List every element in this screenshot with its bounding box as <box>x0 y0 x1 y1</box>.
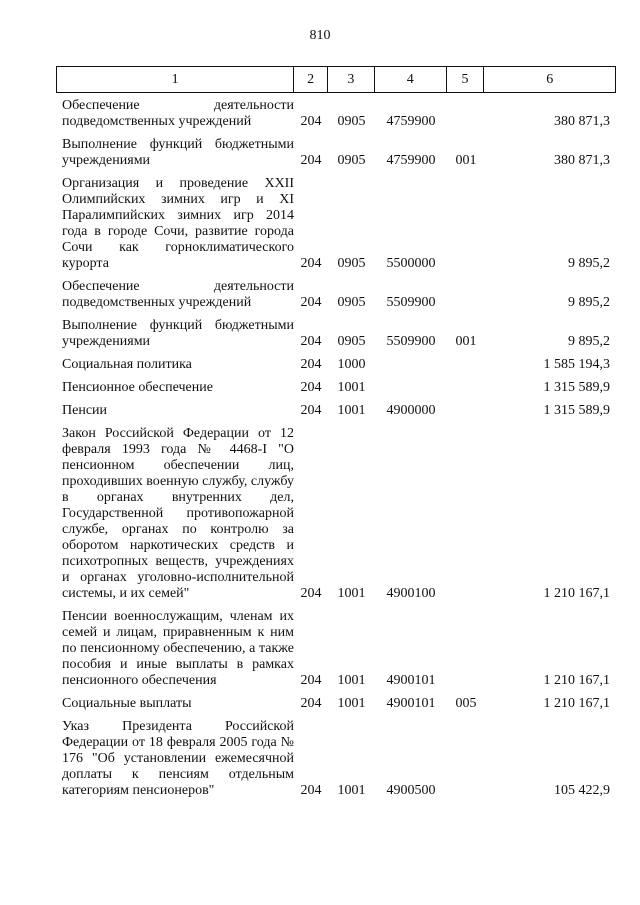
row-amount: 1 315 589,9 <box>543 380 610 395</box>
row-admin-code: 204 <box>300 357 322 372</box>
row-article-code: 4900000 <box>386 403 436 418</box>
row-amount: 1 315 589,9 <box>543 403 610 418</box>
header-col-1: 1 <box>57 67 294 92</box>
row-expense-type: 001 <box>455 153 477 168</box>
row-section-code: 0905 <box>337 295 366 310</box>
table-row <box>56 279 616 311</box>
row-article-code: 5509900 <box>386 295 436 310</box>
header-col-2: 2 <box>294 67 328 92</box>
row-article-code: 4759900 <box>386 153 436 168</box>
row-name: Пенсии <box>62 403 108 418</box>
header-col-5: 5 <box>447 67 485 92</box>
row-amount: 9 895,2 <box>568 295 610 310</box>
row-section-code: 0905 <box>337 334 366 349</box>
row-section-code: 1001 <box>337 696 366 711</box>
row-article-code: 4900100 <box>386 586 436 601</box>
table-row <box>56 719 616 799</box>
row-expense-type: 001 <box>455 334 477 349</box>
header-col-3: 3 <box>328 67 375 92</box>
table-row <box>56 98 616 130</box>
row-article-code: 5509900 <box>386 334 436 349</box>
row-section-code: 0905 <box>337 114 366 129</box>
row-admin-code: 204 <box>300 403 322 418</box>
row-section-code: 1000 <box>337 357 366 372</box>
row-section-code: 0905 <box>337 153 366 168</box>
table-row <box>56 137 616 169</box>
row-name: Социальные выплаты <box>62 696 192 711</box>
row-admin-code: 204 <box>300 334 322 349</box>
row-section-code: 0905 <box>337 256 366 271</box>
table-row <box>56 403 616 419</box>
row-name: Социальная политика <box>62 357 192 372</box>
row-admin-code: 204 <box>300 783 322 798</box>
row-amount: 105 422,9 <box>554 783 610 798</box>
row-amount: 1 210 167,1 <box>543 586 610 601</box>
row-expense-type: 005 <box>455 696 477 711</box>
table-row <box>56 696 616 712</box>
row-name: Пенсии военнослужащим, членам их семей и лицам, приравненным к ним по пенсионному обеспечению, а также пособия и иные выплаты в рамках пенсионного обеспечения <box>62 609 294 688</box>
row-article-code: 4900101 <box>386 673 436 688</box>
table-row <box>56 380 616 396</box>
row-name: Обеспечение деятельности подведомственных учреждений <box>62 98 294 129</box>
table-body <box>56 98 616 806</box>
row-admin-code: 204 <box>300 380 322 395</box>
table-row <box>56 426 616 602</box>
row-name: Пенсионное обеспечение <box>62 380 213 395</box>
header-col-6: 6 <box>546 71 554 87</box>
row-amount: 380 871,3 <box>554 114 610 129</box>
row-section-code: 1001 <box>337 673 366 688</box>
table-row <box>56 609 616 689</box>
row-amount: 1 210 167,1 <box>543 673 610 688</box>
row-section-code: 1001 <box>337 586 366 601</box>
row-section-code: 1001 <box>337 380 366 395</box>
header-col-4: 4 <box>375 67 447 92</box>
row-article-code: 4900500 <box>386 783 436 798</box>
row-admin-code: 204 <box>300 256 322 271</box>
row-name: Выполнение функций бюджетными учреждениями <box>62 137 294 168</box>
table-row <box>56 176 616 272</box>
row-admin-code: 204 <box>300 696 322 711</box>
row-amount: 9 895,2 <box>568 256 610 271</box>
row-admin-code: 204 <box>300 114 322 129</box>
row-name: Указ Президента Российской Федерации от 18 февраля 2005 года № 176 "Об установлении ежемесячной доплаты к пенсиям отдельным категориям пенсионеров" <box>62 719 294 798</box>
row-name: Выполнение функций бюджетными учреждениями <box>62 318 294 349</box>
table-header <box>56 66 616 93</box>
row-amount: 1 585 194,3 <box>543 357 610 372</box>
row-admin-code: 204 <box>300 673 322 688</box>
table-row <box>56 318 616 350</box>
row-admin-code: 204 <box>300 153 322 168</box>
row-admin-code: 204 <box>300 295 322 310</box>
page-number: 810 <box>309 28 331 43</box>
row-section-code: 1001 <box>337 783 366 798</box>
table-row <box>56 357 616 373</box>
row-article-code: 4900101 <box>386 696 436 711</box>
row-name: Организация и проведение XXII Олимпийских зимних игр и XI Паралимпийских зимних игр 2014 года в городе Сочи, развитие города Сочи как горноклиматического курорта <box>62 176 294 271</box>
row-amount: 1 210 167,1 <box>543 696 610 711</box>
row-name: Закон Российской Федерации от 12 февраля 1993 года № 4468-I "О пенсионном обеспечении лиц, проходивших военную службу, службу в органах внутренних дел, Государственной противопожарной службе, органах по контролю за оборотом наркотических средств и психотропных веществ, учреждениях и органах уголовно-исполнительной системы, и их семей" <box>62 426 294 601</box>
row-article-code: 4759900 <box>386 114 436 129</box>
row-section-code: 1001 <box>337 403 366 418</box>
row-article-code: 5500000 <box>386 256 436 271</box>
row-amount: 380 871,3 <box>554 153 610 168</box>
row-name: Обеспечение деятельности подведомственных учреждений <box>62 279 294 310</box>
row-amount: 9 895,2 <box>568 334 610 349</box>
row-admin-code: 204 <box>300 586 322 601</box>
